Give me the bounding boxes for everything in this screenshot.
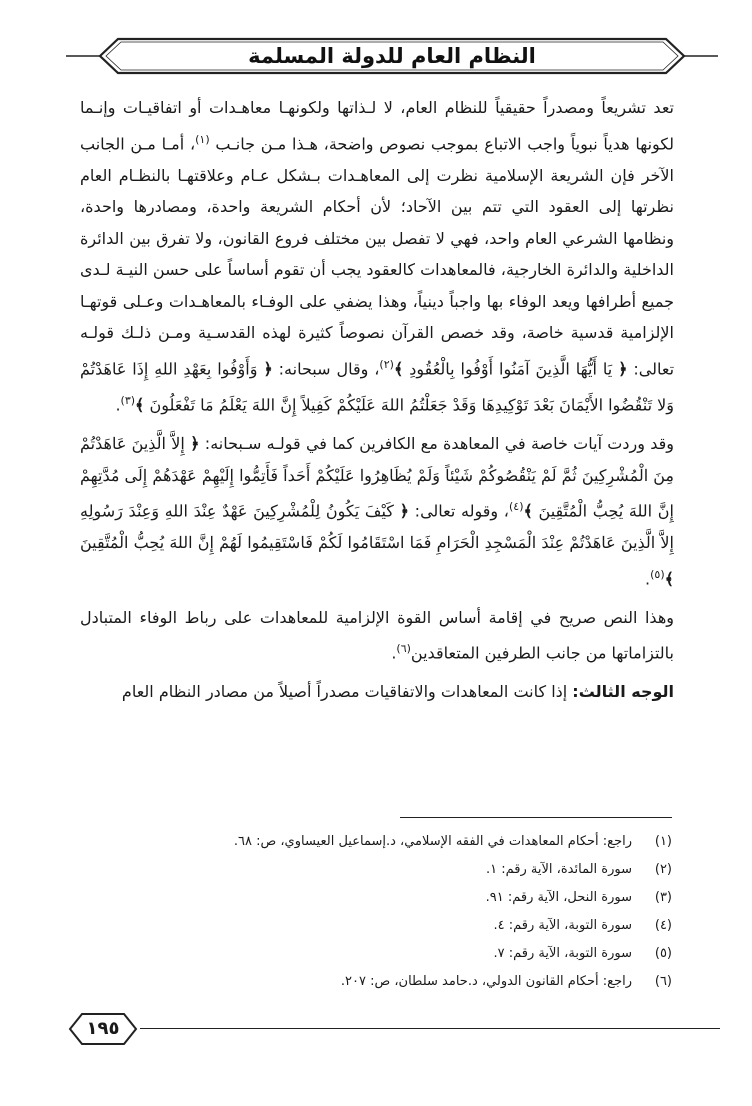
footer-rule xyxy=(140,1028,720,1029)
main-text xyxy=(80,92,674,715)
text-run: تعد تشريعاً ومصدراً حقيقياً للنظام العام، لا لـذاتها ولكونهـا معاهـدات أو اتفاقيـات وإنـما لكونها هدياً نبوياً واجب الاتباع بموجب نصوص واضحة، هـذا مـن جانـب xyxy=(80,98,675,153)
footnote-text: سورة النحل، الآية رقم: ٩١. xyxy=(485,890,632,905)
quran-bracket-close: ﴾ xyxy=(135,395,145,415)
footnote-item xyxy=(72,884,672,912)
page-number-badge xyxy=(68,1012,138,1046)
section-label: الوجه الثالث: xyxy=(572,682,674,702)
running-header xyxy=(66,36,718,76)
footnote-item xyxy=(72,912,672,940)
footnote-ref-3: (٣) xyxy=(120,394,136,407)
footnote-item xyxy=(72,968,672,996)
text-run: ، وقوله تعالى: xyxy=(408,501,509,521)
text-run: وقد وردت آيات خاصة في المعاهدة مع الكافرين كما في قولـه سـبحانه: xyxy=(199,433,674,453)
text-run: إذا كانت المعاهدات والاتفاقيات مصدراً أصيلاً من مصادر النظام العام xyxy=(121,682,573,702)
footnote-number: (٢) xyxy=(654,862,672,877)
quran-verse: يَا أَيُّهَا الَّذِينَ آمَنُوا أَوْفُوا بِالْعُقُودِ xyxy=(403,359,619,379)
footnote-number: (٥) xyxy=(654,946,672,961)
text-run: . xyxy=(391,643,397,663)
footnote-number: (٤) xyxy=(654,918,672,933)
paragraph-1 xyxy=(80,92,674,421)
quran-bracket-open: ﴿ xyxy=(399,501,409,521)
quran-verse: إِلاَّ الَّذِينَ عَاهَدْتُمْ مِنَ الْمُشْرِكِينَ ثُمَّ لَمْ يَنْقُصُوكُمْ شَيْئاً وَلَمْ يُظَاهِرُوا عَلَيْكُمْ أَحَداً فَأَتِمُّوا إِلَيْهِمْ عَهْدَهُمْ إِلَى مُدَّتِهِمْ إِنَّ اللهَ يُحِبُّ الْمُتَّقِينَ xyxy=(80,433,674,521)
footnote-separator xyxy=(400,817,672,818)
footnote-number: (٣) xyxy=(654,890,672,905)
quran-verse: وَأَوْفُوا بِعَهْدِ اللهِ إِذَا عَاهَدْتُمْ وَلا تَنْقُضُوا الأَيْمَانَ بَعْدَ تَوْكِيدِهَا وَقَدْ جَعَلْتُمُ اللهَ عَلَيْكُمْ كَفِيلاً إِنَّ اللهَ يَعْلَمُ مَا تَفْعَلُونَ xyxy=(80,359,674,415)
footnote-ref-1: (١) xyxy=(195,132,210,146)
quran-bracket-open: ﴿ xyxy=(263,359,273,379)
footnote-text: سورة التوبة، الآية رقم: ٤. xyxy=(493,918,632,933)
text-run: ، وقال سبحانه: xyxy=(272,359,380,379)
paragraph-3 xyxy=(80,602,674,670)
text-run: . xyxy=(115,395,121,415)
quran-verse: كَيْفَ يَكُونُ لِلْمُشْرِكِينَ عَهْدٌ عِنْدَ اللهِ وَعِنْدَ رَسُولِهِ إِلاَّ الَّذِينَ عَاهَدْتُمْ عِنْدَ الْمَسْجِدِ الْحَرَامِ فَمَا اسْتَقَامُوا لَكُمْ فَاسْتَقِيمُوا لَهُمْ إِنَّ اللهَ يُحِبُّ الْمُتَّقِينَ xyxy=(80,501,675,553)
quran-bracket-open: ﴿ xyxy=(190,433,200,453)
footnote-item xyxy=(72,828,672,856)
footnote-text: سورة التوبة، الآية رقم: ٧. xyxy=(493,946,632,961)
text-run: ، أمـا مـن الجانب الآخر فإن الشريعة الإسلامية نظرت إلى المعاهـدات بـشكل عـام وعلاقتهـا بالنظـام العام نظرتها إلى العقود التي تتم بين الآحاد؛ لأن أحكام الشريعة واحدة، ومصادرها واحدة، ونظامها الشرعي العام واحد، فهي لا تفصل بين مختلف فروع القانون، ولا تفرق بين الدائرة الداخلية والدائرة الخارجية، فالمعاهدات كالعقود يجب أن تقوم أساساً على حسن النيـة لـدى جميع أطرافها ويعد الوفاء بها واجباً دينياً، وهذا يضفي على الوفـاء بالمعاهـدات وعـلى قوتهـا الإلزامية قدسية خاصة، وقد خصص القرآن نصوصاً كثيرة لهذه القدسـية ومـن ذلـك قولـه تعالى: xyxy=(80,133,675,379)
footnote-ref-6: (٦) xyxy=(396,642,411,656)
footnote-ref-2: (٢) xyxy=(379,358,394,372)
text-run: وهذا النص صريح في إقامة أساس القوة الإلزامية للمعاهدات على رباط الوفاء المتبادل بالتزاماتها من جانب الطرفين المتعاقدين xyxy=(80,607,674,663)
quran-bracket-open: ﴿ xyxy=(618,359,628,379)
footnote-text: سورة المائدة، الآية رقم: ١. xyxy=(486,862,632,877)
footnote-ref-4: (٤) xyxy=(508,500,524,514)
footnote-item xyxy=(72,856,672,884)
paragraph-4 xyxy=(80,676,674,708)
footnote-ref-5: (٥) xyxy=(650,567,665,581)
footnote-item xyxy=(72,940,672,968)
footnote-text: راجع: أحكام القانون الدولي، د.حامد سلطان، ص: ٢٠٧. xyxy=(340,974,632,989)
footnotes xyxy=(72,828,672,996)
quran-bracket-close: ﴾ xyxy=(664,568,674,588)
quran-bracket-close: ﴾ xyxy=(523,501,533,521)
paragraph-2 xyxy=(80,428,674,595)
text-run: . xyxy=(645,568,651,588)
quran-bracket-close: ﴾ xyxy=(393,359,404,379)
header-title: النظام العام للدولة المسلمة xyxy=(248,44,536,68)
page-number: ١٩٥ xyxy=(86,1018,120,1039)
footnote-number: (٦) xyxy=(654,974,672,989)
footnote-text: راجع: أحكام المعاهدات في الفقه الإسلامي، د.إسماعيل العيساوي، ص: ٦٨. xyxy=(233,834,632,849)
footnote-number: (١) xyxy=(654,834,672,849)
